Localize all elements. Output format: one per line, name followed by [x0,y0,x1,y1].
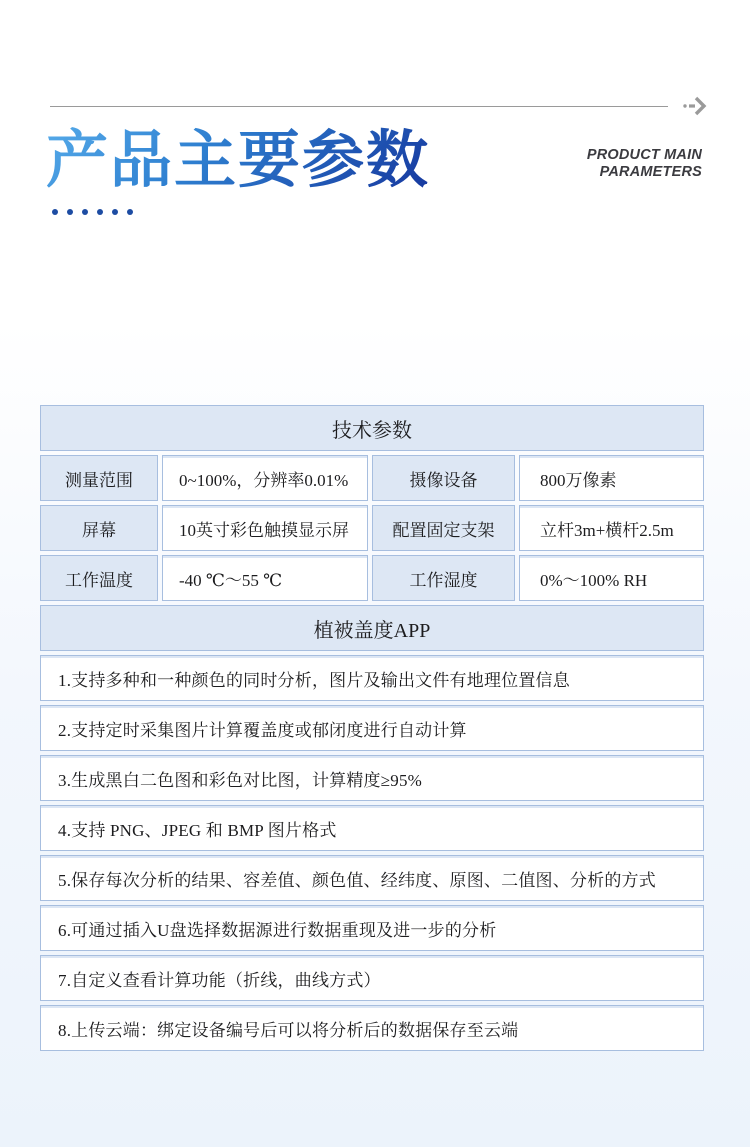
accent-dot [112,209,118,215]
param-value: 800万像素 [519,455,704,501]
page-header [46,127,702,195]
page-subtitle-line1: PRODUCT MAIN [586,146,702,163]
page-subtitle [587,147,702,181]
param-label: 工作湿度 [372,555,515,601]
feature-item: 3.生成黑白二色图和彩色对比图，计算精度≥95% [40,755,704,801]
table-row [40,455,704,501]
param-label: 工作温度 [40,555,158,601]
table-row [40,555,704,601]
feature-item: 6.可通过插入U盘选择数据源进行数据重现及进一步的分析 [40,905,704,951]
accent-dot [97,209,103,215]
param-label: 测量范围 [40,455,158,501]
accent-dot [52,209,58,215]
param-label: 摄像设备 [372,455,515,501]
accent-dot [82,209,88,215]
spec-table [40,405,704,1051]
feature-item: 4.支持 PNG、JPEG 和 BMP 图片格式 [40,805,704,851]
section-header-coverage-app: 植被盖度APP [40,605,704,651]
param-label: 屏幕 [40,505,158,551]
feature-item: 7.自定义查看计算功能（折线，曲线方式） [40,955,704,1001]
param-value: 10英寸彩色触摸显示屏 [162,505,368,551]
table-row [40,505,704,551]
param-value: 立杆3m+横杆2.5m [519,505,704,551]
header-rule [50,95,708,117]
horizontal-divider [50,106,668,107]
page-title: 产品主要参数 [46,127,431,195]
feature-item: 1.支持多种和一种颜色的同时分析，图片及输出文件有地理位置信息 [40,655,704,701]
feature-item: 2.支持定时采集图片计算覆盖度或郁闭度进行自动计算 [40,705,704,751]
feature-item: 8.上传云端：绑定设备编号后可以将分析后的数据保存至云端 [40,1005,704,1051]
title-accent-dots [52,209,750,215]
param-value: -40 ℃～55 ℃ [162,555,368,601]
param-value: 0%～100% RH [519,555,704,601]
feature-item: 5.保存每次分析的结果、容差值、颜色值、经纬度、原图、二值图、分析的方式 [40,855,704,901]
param-value: 0~100%，分辨率0.01% [162,455,368,501]
accent-dot [67,209,73,215]
dotted-chevron-right-icon [682,94,708,118]
param-label: 配置固定支架 [372,505,515,551]
page-subtitle-line2: PARAMETERS [599,164,702,181]
section-header-technical-params: 技术参数 [40,405,704,451]
accent-dot [127,209,133,215]
